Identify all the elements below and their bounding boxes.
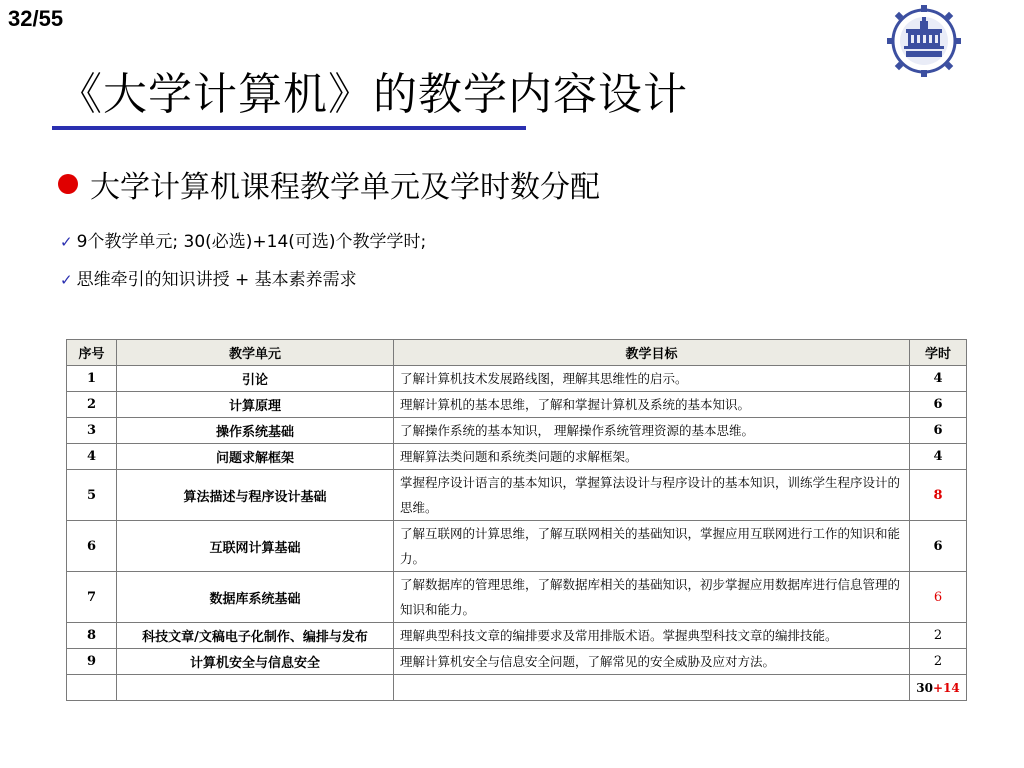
total-hours bbox=[910, 675, 967, 701]
row-goal: 了解数据库的管理思维，了解数据库相关的基础知识，初步掌握应用数据库进行信息管理的知识和能力。 bbox=[394, 572, 910, 623]
total-hours-optional: +14 bbox=[932, 680, 960, 695]
table-row bbox=[67, 392, 967, 418]
check-item-1 bbox=[60, 227, 426, 252]
row-goal: 理解计算机的基本思维，了解和掌握计算机及系统的基本知识。 bbox=[394, 392, 910, 418]
table-row bbox=[67, 521, 967, 572]
table-row bbox=[67, 418, 967, 444]
row-hours: 4 bbox=[910, 444, 967, 470]
row-hours: 2 bbox=[910, 623, 967, 649]
table-header-row bbox=[67, 340, 967, 366]
table-row bbox=[67, 470, 967, 521]
main-bullet-text: 大学计算机课程教学单元及学时数分配 bbox=[90, 170, 600, 205]
table-row bbox=[67, 444, 967, 470]
main-bullet bbox=[58, 162, 600, 206]
row-hours: 6 bbox=[910, 418, 967, 444]
page-number: 32/55 bbox=[8, 6, 64, 31]
row-unit: 科技文章/文稿电子化制作、编排与发布 bbox=[117, 623, 394, 649]
row-hours: 4 bbox=[910, 366, 967, 392]
table-row bbox=[67, 572, 967, 623]
row-unit: 计算机安全与信息安全 bbox=[117, 649, 394, 675]
row-unit: 数据库系统基础 bbox=[117, 572, 394, 623]
check-item-2 bbox=[60, 265, 357, 290]
table-row bbox=[67, 366, 967, 392]
table-row bbox=[67, 623, 967, 649]
total-empty-cell bbox=[67, 675, 117, 701]
row-index: 1 bbox=[67, 366, 117, 392]
row-unit: 计算原理 bbox=[117, 392, 394, 418]
row-index: 4 bbox=[67, 444, 117, 470]
header-unit: 教学单元 bbox=[117, 340, 394, 366]
table-row bbox=[67, 649, 967, 675]
row-unit: 算法描述与程序设计基础 bbox=[117, 470, 394, 521]
row-index: 6 bbox=[67, 521, 117, 572]
check-item-2-text: 思维牵引的知识讲授 + 基本素养需求 bbox=[76, 270, 357, 290]
row-goal: 理解典型科技文章的编排要求及常用排版术语。掌握典型科技文章的编排技能。 bbox=[394, 623, 910, 649]
row-index: 2 bbox=[67, 392, 117, 418]
slide-title: 《大学计算机》的教学内容设计 bbox=[58, 69, 688, 120]
row-goal: 了解计算机技术发展路线图，理解其思维性的启示。 bbox=[394, 366, 910, 392]
teaching-units-table bbox=[66, 339, 967, 701]
total-hours-base: 30 bbox=[916, 680, 933, 695]
row-unit: 引论 bbox=[117, 366, 394, 392]
row-hours: 6 bbox=[910, 392, 967, 418]
row-index: 5 bbox=[67, 470, 117, 521]
row-goal: 理解算法类问题和系统类问题的求解框架。 bbox=[394, 444, 910, 470]
header-goal: 教学目标 bbox=[394, 340, 910, 366]
check-icon: ✓ bbox=[60, 271, 73, 289]
total-empty-cell bbox=[117, 675, 394, 701]
university-logo-icon bbox=[886, 4, 962, 78]
row-hours: 2 bbox=[910, 649, 967, 675]
row-index: 9 bbox=[67, 649, 117, 675]
row-unit: 操作系统基础 bbox=[117, 418, 394, 444]
row-index: 3 bbox=[67, 418, 117, 444]
red-dot-bullet-icon bbox=[58, 174, 78, 194]
row-goal: 了解互联网的计算思维，了解互联网相关的基础知识，掌握应用互联网进行工作的知识和能力。 bbox=[394, 521, 910, 572]
title-underline bbox=[52, 126, 526, 130]
row-hours: 8 bbox=[910, 470, 967, 521]
header-hours: 学时 bbox=[910, 340, 967, 366]
row-goal: 理解计算机安全与信息安全问题，了解常见的安全威胁及应对方法。 bbox=[394, 649, 910, 675]
row-unit: 互联网计算基础 bbox=[117, 521, 394, 572]
row-unit: 问题求解框架 bbox=[117, 444, 394, 470]
row-goal: 掌握程序设计语言的基本知识，掌握算法设计与程序设计的基本知识，训练学生程序设计的思维。 bbox=[394, 470, 910, 521]
check-icon: ✓ bbox=[60, 233, 73, 251]
header-index: 序号 bbox=[67, 340, 117, 366]
row-index: 7 bbox=[67, 572, 117, 623]
check-item-1-text: 9个教学单元; 30(必选)+14(可选)个教学学时; bbox=[76, 232, 427, 252]
total-empty-cell bbox=[394, 675, 910, 701]
row-index: 8 bbox=[67, 623, 117, 649]
table-total-row bbox=[67, 675, 967, 701]
row-goal: 了解操作系统的基本知识， 理解操作系统管理资源的基本思维。 bbox=[394, 418, 910, 444]
row-hours: 6 bbox=[910, 521, 967, 572]
row-hours: 6 bbox=[910, 572, 967, 623]
